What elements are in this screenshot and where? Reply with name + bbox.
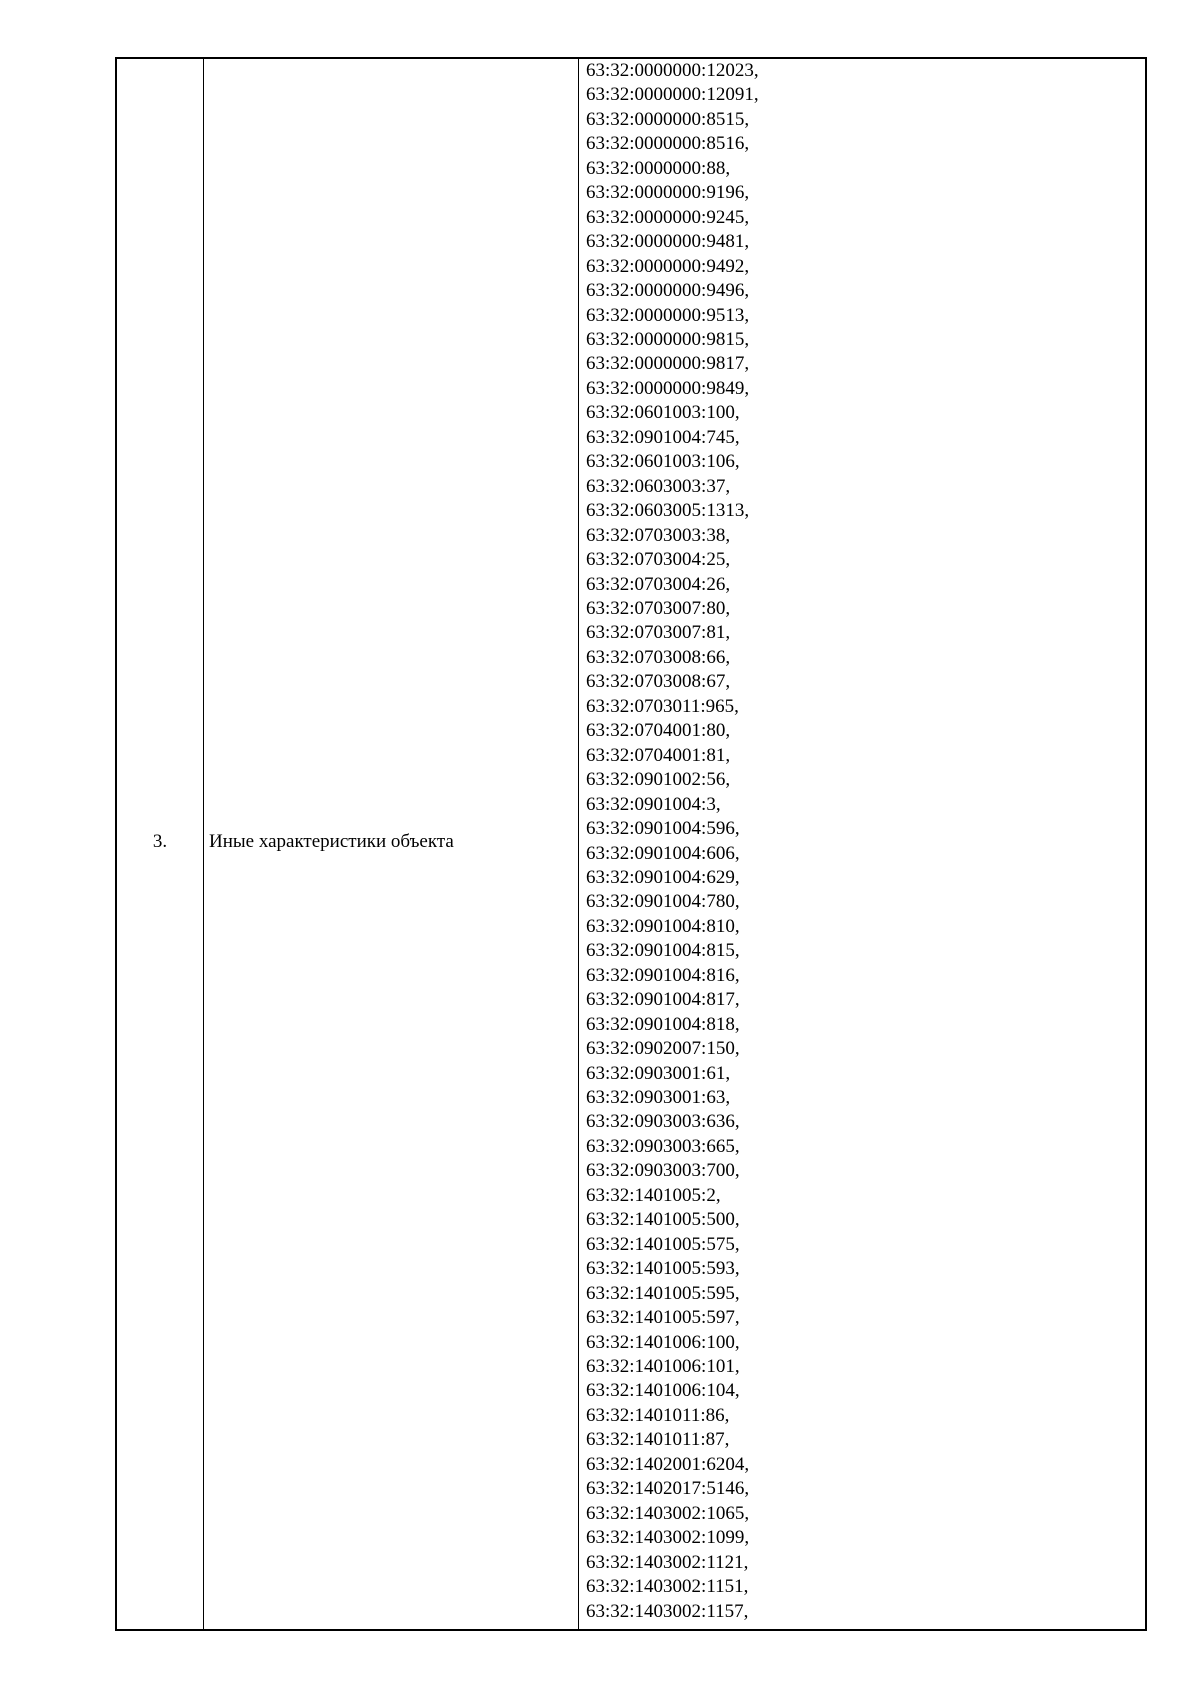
cadastral-number: 63:32:1402017:5146, — [586, 1478, 750, 1500]
cadastral-number: 63:32:0903001:63, — [586, 1087, 731, 1109]
cadastral-number: 63:32:0903003:700, — [586, 1160, 740, 1182]
cadastral-number: 63:32:0000000:9245, — [586, 206, 750, 228]
cadastral-number: 63:32:0703011:965, — [586, 695, 739, 717]
cadastral-number: 63:32:0703007:81, — [586, 622, 731, 644]
cadastral-number: 63:32:1401011:87, — [586, 1429, 730, 1451]
cadastral-number: 63:32:0901004:817, — [586, 989, 740, 1011]
cadastral-number: 63:32:1403002:1099, — [586, 1527, 750, 1549]
cadastral-number: 63:32:1401005:500, — [586, 1209, 740, 1231]
cadastral-number: 63:32:1401005:575, — [586, 1233, 740, 1255]
cadastral-number: 63:32:0901004:606, — [586, 842, 740, 864]
cadastral-number: 63:32:0901004:745, — [586, 426, 740, 448]
cadastral-number: 63:32:0901004:629, — [586, 866, 740, 888]
cadastral-number: 63:32:1401005:597, — [586, 1307, 740, 1329]
cadastral-number: 63:32:0000000:9849, — [586, 377, 750, 399]
cadastral-number: 63:32:1403002:1065, — [586, 1502, 750, 1524]
cadastral-number: 63:32:0901004:810, — [586, 915, 740, 937]
cadastral-number: 63:32:1403002:1121, — [586, 1551, 749, 1573]
cadastral-number: 63:32:0901004:596, — [586, 818, 740, 840]
row-label: Иные характеристики объекта — [209, 831, 454, 852]
cadastral-number: 63:32:1403002:1151, — [586, 1576, 749, 1598]
cadastral-number: 63:32:0000000:8515, — [586, 108, 750, 130]
cadastral-number: 63:32:0000000:9196, — [586, 182, 750, 204]
column-divider — [203, 59, 204, 1629]
cadastral-number: 63:32:1401006:100, — [586, 1331, 740, 1353]
cadastral-number: 63:32:0903003:665, — [586, 1135, 740, 1157]
cadastral-number: 63:32:0901004:818, — [586, 1013, 740, 1035]
cadastral-number: 63:32:0000000:12091, — [586, 84, 759, 106]
cadastral-number: 63:32:0703008:66, — [586, 646, 731, 668]
cadastral-number: 63:32:0000000:9481, — [586, 231, 750, 253]
cadastral-number: 63:32:0903001:61, — [586, 1062, 731, 1084]
document-table — [115, 57, 1147, 1631]
cadastral-number: 63:32:0901004:815, — [586, 940, 740, 962]
cadastral-number: 63:32:1401006:104, — [586, 1380, 740, 1402]
cadastral-number: 63:32:0703004:25, — [586, 549, 731, 571]
cadastral-number: 63:32:1401005:2, — [586, 1184, 721, 1206]
cadastral-number: 63:32:0603005:1313, — [586, 500, 750, 522]
cadastral-number-list — [586, 59, 759, 1624]
column-divider — [578, 59, 579, 1629]
cadastral-number: 63:32:0000000:12023, — [586, 60, 759, 81]
row-number: 3. — [152, 831, 168, 852]
cadastral-number: 63:32:0703007:80, — [586, 597, 731, 619]
cadastral-number: 63:32:1402001:6204, — [586, 1453, 750, 1475]
cadastral-number: 63:32:1401005:593, — [586, 1258, 740, 1280]
cadastral-number: 63:32:0601003:106, — [586, 451, 740, 473]
cadastral-number: 63:32:1401006:101, — [586, 1356, 740, 1378]
cadastral-number: 63:32:0903003:636, — [586, 1111, 740, 1133]
cadastral-number: 63:32:0704001:81, — [586, 744, 731, 766]
cadastral-number: 63:32:1403002:1157, — [586, 1600, 749, 1622]
cadastral-number: 63:32:0000000:9513, — [586, 304, 750, 326]
cadastral-number: 63:32:0000000:9817, — [586, 353, 750, 375]
cadastral-number: 63:32:0000000:8516, — [586, 133, 750, 155]
cadastral-number: 63:32:0603003:37, — [586, 475, 731, 497]
cadastral-number: 63:32:0901002:56, — [586, 769, 731, 791]
cadastral-number: 63:32:0703003:38, — [586, 524, 731, 546]
cadastral-number: 63:32:0601003:100, — [586, 402, 740, 424]
cadastral-number: 63:32:0000000:9496, — [586, 280, 750, 302]
cadastral-number: 63:32:0000000:9815, — [586, 328, 750, 350]
cadastral-number: 63:32:0000000:88, — [586, 157, 731, 179]
cadastral-number: 63:32:0901004:780, — [586, 891, 740, 913]
cadastral-number: 63:32:0901004:3, — [586, 793, 721, 815]
cadastral-number: 63:32:0703008:67, — [586, 671, 731, 693]
cadastral-number: 63:32:0902007:150, — [586, 1038, 740, 1060]
cadastral-number: 63:32:0901004:816, — [586, 964, 740, 986]
cadastral-number: 63:32:0704001:80, — [586, 720, 731, 742]
cadastral-number: 63:32:1401011:86, — [586, 1404, 730, 1426]
cadastral-number: 63:32:0000000:9492, — [586, 255, 750, 277]
cadastral-number: 63:32:1401005:595, — [586, 1282, 740, 1304]
cadastral-number: 63:32:0703004:26, — [586, 573, 731, 595]
